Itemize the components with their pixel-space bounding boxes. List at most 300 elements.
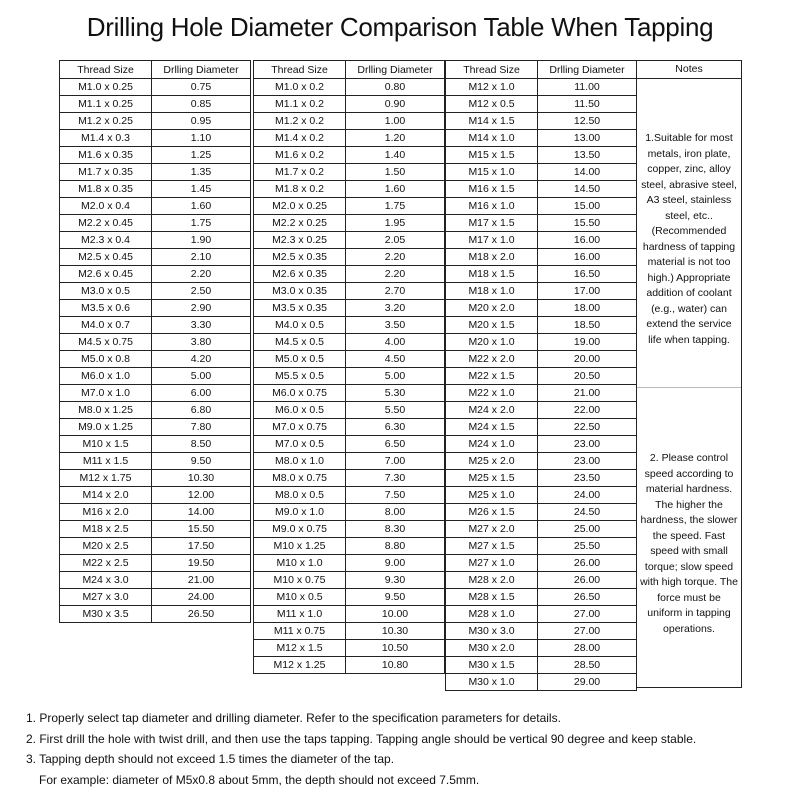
thread-size-cell: M16 x 1.5 (446, 181, 538, 198)
drill-diameter-cell: 26.00 (538, 555, 637, 572)
drill-diameter-cell: 8.80 (346, 538, 445, 555)
drill-diameter-cell: 1.75 (346, 198, 445, 215)
thread-size-cell: M14 x 1.0 (446, 130, 538, 147)
thread-size-cell: M8.0 x 1.0 (254, 453, 346, 470)
thread-size-cell: M20 x 2.0 (446, 300, 538, 317)
table-row (254, 249, 445, 266)
thread-size-cell: M10 x 1.25 (254, 538, 346, 555)
thread-size-cell: M15 x 1.0 (446, 164, 538, 181)
drill-diameter-cell: 2.05 (346, 232, 445, 249)
drill-diameter-cell: 3.30 (152, 317, 251, 334)
table-row (446, 96, 637, 113)
thread-size-cell: M2.0 x 0.4 (60, 198, 152, 215)
thread-size-cell: M20 x 1.5 (446, 317, 538, 334)
table-row (446, 555, 637, 572)
table-row (446, 623, 637, 640)
drill-diameter-cell: 8.00 (346, 504, 445, 521)
drill-diameter-cell: 3.50 (346, 317, 445, 334)
table-row (254, 402, 445, 419)
drill-diameter-cell: 7.00 (346, 453, 445, 470)
drill-diameter-cell: 5.00 (152, 368, 251, 385)
size-table-group-3 (445, 60, 637, 691)
table-row (254, 130, 445, 147)
table-row (446, 453, 637, 470)
table-row (446, 300, 637, 317)
thread-size-cell: M24 x 1.0 (446, 436, 538, 453)
instruction-2: 2. First drill the hole with twist drill, and then use the taps tapping. Tapping angle should be vertical 90 degree and keep stable. (26, 731, 697, 746)
drill-diameter-cell: 4.50 (346, 351, 445, 368)
notes-divider (637, 387, 741, 388)
table-row (254, 266, 445, 283)
table-row (60, 300, 251, 317)
drill-diameter-cell: 6.00 (152, 385, 251, 402)
thread-size-cell: M2.3 x 0.4 (60, 232, 152, 249)
thread-size-cell: M10 x 0.5 (254, 589, 346, 606)
drill-diameter-cell: 0.75 (152, 79, 251, 96)
thread-size-cell: M17 x 1.0 (446, 232, 538, 249)
table-row (446, 113, 637, 130)
drill-diameter-cell: 4.00 (346, 334, 445, 351)
drill-diameter-cell: 10.30 (346, 623, 445, 640)
drill-diameter-cell: 20.50 (538, 368, 637, 385)
thread-size-cell: M6.0 x 0.5 (254, 402, 346, 419)
drill-diameter-cell: 7.30 (346, 470, 445, 487)
drill-diameter-cell: 0.80 (346, 79, 445, 96)
table-row (254, 198, 445, 215)
thread-size-cell: M1.6 x 0.2 (254, 147, 346, 164)
drill-diameter-cell: 2.10 (152, 249, 251, 266)
table-row (446, 606, 637, 623)
drill-diameter-cell: 12.50 (538, 113, 637, 130)
table-row (254, 147, 445, 164)
thread-size-cell: M24 x 2.0 (446, 402, 538, 419)
table-row (446, 419, 637, 436)
table-row (446, 215, 637, 232)
drill-diameter-cell: 2.50 (152, 283, 251, 300)
thread-size-cell: M1.0 x 0.2 (254, 79, 346, 96)
drill-diameter-cell: 21.00 (538, 385, 637, 402)
thread-size-cell: M4.0 x 0.7 (60, 317, 152, 334)
drill-diameter-cell: 29.00 (538, 674, 637, 691)
drill-diameter-cell: 25.00 (538, 521, 637, 538)
drill-diameter-cell: 13.00 (538, 130, 637, 147)
thread-size-cell: M27 x 2.0 (446, 521, 538, 538)
notes-column (636, 60, 742, 688)
table-row (60, 589, 251, 606)
table-row (446, 130, 637, 147)
drill-diameter-cell: 15.50 (152, 521, 251, 538)
table-row (254, 164, 445, 181)
thread-size-cell: M25 x 1.0 (446, 487, 538, 504)
thread-size-cell: M6.0 x 1.0 (60, 368, 152, 385)
thread-size-cell: M30 x 1.0 (446, 674, 538, 691)
table-row (254, 215, 445, 232)
table-row (446, 181, 637, 198)
drill-diameter-cell: 15.00 (538, 198, 637, 215)
drill-diameter-cell: 1.35 (152, 164, 251, 181)
table-row (60, 521, 251, 538)
table-row (60, 266, 251, 283)
table-row (60, 436, 251, 453)
drill-diameter-cell: 19.50 (152, 555, 251, 572)
thread-size-cell: M25 x 2.0 (446, 453, 538, 470)
drill-diameter-cell: 28.50 (538, 657, 637, 674)
thread-size-cell: M16 x 2.0 (60, 504, 152, 521)
table-row (446, 266, 637, 283)
drill-diameter-cell: 8.30 (346, 521, 445, 538)
thread-size-cell: M1.4 x 0.2 (254, 130, 346, 147)
table-row (60, 555, 251, 572)
thread-size-cell: M14 x 1.5 (446, 113, 538, 130)
thread-size-cell: M3.0 x 0.5 (60, 283, 152, 300)
thread-size-cell: M3.5 x 0.35 (254, 300, 346, 317)
table-row (446, 657, 637, 674)
thread-size-cell: M4.5 x 0.75 (60, 334, 152, 351)
thread-size-cell: M11 x 0.75 (254, 623, 346, 640)
table-row (254, 623, 445, 640)
table-row (254, 606, 445, 623)
table-row (254, 538, 445, 555)
thread-size-cell: M1.7 x 0.2 (254, 164, 346, 181)
table-row (254, 453, 445, 470)
table-row (60, 606, 251, 623)
drill-diameter-cell: 27.00 (538, 623, 637, 640)
drill-diameter-cell: 16.00 (538, 249, 637, 266)
drill-diameter-cell: 26.50 (538, 589, 637, 606)
thread-size-cell: M7.0 x 1.0 (60, 385, 152, 402)
drill-diameter-cell: 13.50 (538, 147, 637, 164)
drill-diameter-cell: 7.80 (152, 419, 251, 436)
thread-size-cell: M12 x 1.75 (60, 470, 152, 487)
thread-size-cell: M10 x 1.0 (254, 555, 346, 572)
thread-size-header: Thread Size (254, 61, 346, 79)
table-row (446, 198, 637, 215)
table-row (254, 385, 445, 402)
table-row (60, 572, 251, 589)
thread-size-cell: M1.0 x 0.25 (60, 79, 152, 96)
thread-size-cell: M4.5 x 0.5 (254, 334, 346, 351)
table-row (60, 164, 251, 181)
table-row (60, 368, 251, 385)
thread-size-header: Thread Size (60, 61, 152, 79)
table-row (254, 232, 445, 249)
thread-size-cell: M5.0 x 0.8 (60, 351, 152, 368)
thread-size-cell: M8.0 x 1.25 (60, 402, 152, 419)
table-row (254, 487, 445, 504)
table-row (254, 419, 445, 436)
table-row (446, 674, 637, 691)
table-row (446, 283, 637, 300)
table-row (446, 470, 637, 487)
thread-size-cell: M28 x 1.0 (446, 606, 538, 623)
drill-diameter-cell: 14.00 (538, 164, 637, 181)
drilling-diameter-header: Drlling Diameter (346, 61, 445, 79)
table-row (60, 249, 251, 266)
thread-size-cell: M2.6 x 0.45 (60, 266, 152, 283)
table-row (446, 317, 637, 334)
drill-diameter-cell: 10.80 (346, 657, 445, 674)
thread-size-cell: M20 x 2.5 (60, 538, 152, 555)
thread-size-cell: M2.0 x 0.25 (254, 198, 346, 215)
thread-size-cell: M1.7 x 0.35 (60, 164, 152, 181)
drill-diameter-cell: 9.50 (152, 453, 251, 470)
thread-size-cell: M1.8 x 0.2 (254, 181, 346, 198)
drill-diameter-cell: 20.00 (538, 351, 637, 368)
size-table-group-1 (59, 60, 251, 623)
table-row (60, 385, 251, 402)
drill-diameter-cell: 3.80 (152, 334, 251, 351)
drill-diameter-cell: 23.50 (538, 470, 637, 487)
table-row (254, 181, 445, 198)
drill-diameter-cell: 14.50 (538, 181, 637, 198)
table-row (60, 453, 251, 470)
drill-diameter-cell: 24.00 (538, 487, 637, 504)
drill-diameter-cell: 26.50 (152, 606, 251, 623)
thread-size-cell: M22 x 2.0 (446, 351, 538, 368)
thread-size-cell: M2.5 x 0.45 (60, 249, 152, 266)
table-row (446, 538, 637, 555)
thread-size-cell: M22 x 1.0 (446, 385, 538, 402)
drill-diameter-cell: 9.00 (346, 555, 445, 572)
drill-diameter-cell: 5.00 (346, 368, 445, 385)
drill-diameter-cell: 1.75 (152, 215, 251, 232)
drill-diameter-cell: 9.30 (346, 572, 445, 589)
thread-size-cell: M26 x 1.5 (446, 504, 538, 521)
thread-size-cell: M2.5 x 0.35 (254, 249, 346, 266)
table-row (60, 487, 251, 504)
drill-diameter-cell: 2.20 (152, 266, 251, 283)
drill-diameter-cell: 2.20 (346, 249, 445, 266)
thread-size-header: Thread Size (446, 61, 538, 79)
drill-diameter-cell: 1.90 (152, 232, 251, 249)
drill-diameter-cell: 1.10 (152, 130, 251, 147)
thread-size-cell: M3.0 x 0.35 (254, 283, 346, 300)
table-row (446, 368, 637, 385)
thread-size-cell: M7.0 x 0.5 (254, 436, 346, 453)
drill-diameter-cell: 21.00 (152, 572, 251, 589)
drill-diameter-cell: 2.90 (152, 300, 251, 317)
table-row (60, 130, 251, 147)
table-row (254, 351, 445, 368)
table-row (60, 470, 251, 487)
instructions (26, 708, 696, 790)
thread-size-cell: M1.6 x 0.35 (60, 147, 152, 164)
table-row (60, 181, 251, 198)
drill-diameter-cell: 1.25 (152, 147, 251, 164)
thread-size-cell: M5.5 x 0.5 (254, 368, 346, 385)
table-row (254, 504, 445, 521)
drill-diameter-cell: 5.30 (346, 385, 445, 402)
notes-header: Notes (637, 61, 741, 79)
table-row (254, 317, 445, 334)
drill-diameter-cell: 11.00 (538, 79, 637, 96)
table-row (446, 521, 637, 538)
thread-size-cell: M9.0 x 1.25 (60, 419, 152, 436)
thread-size-cell: M1.1 x 0.2 (254, 96, 346, 113)
table-row (60, 504, 251, 521)
drill-diameter-cell: 8.50 (152, 436, 251, 453)
table-row (60, 96, 251, 113)
drill-diameter-cell: 14.00 (152, 504, 251, 521)
thread-size-cell: M24 x 3.0 (60, 572, 152, 589)
drill-diameter-cell: 10.50 (346, 640, 445, 657)
thread-size-cell: M1.2 x 0.2 (254, 113, 346, 130)
drill-diameter-cell: 11.50 (538, 96, 637, 113)
thread-size-cell: M25 x 1.5 (446, 470, 538, 487)
size-table-group-2 (253, 60, 445, 674)
thread-size-cell: M10 x 1.5 (60, 436, 152, 453)
drill-diameter-cell: 28.00 (538, 640, 637, 657)
table-row (446, 487, 637, 504)
table-row (254, 521, 445, 538)
table-row (446, 640, 637, 657)
drill-diameter-cell: 18.50 (538, 317, 637, 334)
drilling-diameter-header: Drlling Diameter (152, 61, 251, 79)
table-row (446, 147, 637, 164)
thread-size-cell: M7.0 x 0.75 (254, 419, 346, 436)
thread-size-cell: M22 x 2.5 (60, 555, 152, 572)
drill-diameter-cell: 27.00 (538, 606, 637, 623)
drill-diameter-cell: 1.60 (346, 181, 445, 198)
table-row (60, 419, 251, 436)
thread-size-cell: M1.1 x 0.25 (60, 96, 152, 113)
table-row (254, 470, 445, 487)
drill-diameter-cell: 10.30 (152, 470, 251, 487)
drill-diameter-cell: 24.00 (152, 589, 251, 606)
table-row (254, 555, 445, 572)
thread-size-cell: M12 x 1.5 (254, 640, 346, 657)
thread-size-cell: M24 x 1.5 (446, 419, 538, 436)
thread-size-cell: M6.0 x 0.75 (254, 385, 346, 402)
drill-diameter-cell: 23.00 (538, 436, 637, 453)
table-row (254, 640, 445, 657)
table-row (446, 572, 637, 589)
thread-size-cell: M2.6 x 0.35 (254, 266, 346, 283)
drill-diameter-cell: 22.00 (538, 402, 637, 419)
drill-diameter-cell: 16.50 (538, 266, 637, 283)
instruction-example: For example: diameter of M5x0.8 about 5mm, the depth should not exceed 7.5mm. (39, 772, 480, 787)
thread-size-cell: M2.2 x 0.25 (254, 215, 346, 232)
thread-size-cell: M12 x 1.0 (446, 79, 538, 96)
thread-size-cell: M30 x 2.0 (446, 640, 538, 657)
table-row (254, 283, 445, 300)
thread-size-cell: M30 x 1.5 (446, 657, 538, 674)
drill-diameter-cell: 16.00 (538, 232, 637, 249)
thread-size-cell: M18 x 1.5 (446, 266, 538, 283)
table-row (254, 96, 445, 113)
drill-diameter-cell: 17.50 (152, 538, 251, 555)
thread-size-cell: M27 x 1.0 (446, 555, 538, 572)
thread-size-cell: M10 x 0.75 (254, 572, 346, 589)
thread-size-cell: M12 x 1.25 (254, 657, 346, 674)
thread-size-cell: M30 x 3.5 (60, 606, 152, 623)
table-row (446, 436, 637, 453)
table-row (60, 198, 251, 215)
page-title: Drilling Hole Diameter Comparison Table When Tapping (86, 12, 714, 42)
drill-diameter-cell: 0.90 (346, 96, 445, 113)
table-row (60, 283, 251, 300)
table-row (254, 436, 445, 453)
drill-diameter-cell: 1.45 (152, 181, 251, 198)
table-row (60, 215, 251, 232)
drill-diameter-cell: 18.00 (538, 300, 637, 317)
table-row (254, 572, 445, 589)
table-row (446, 164, 637, 181)
instruction-1: 1. Properly select tap diameter and drilling diameter. Refer to the specification parameters for details. (26, 711, 561, 725)
drill-diameter-cell: 26.00 (538, 572, 637, 589)
thread-size-cell: M27 x 3.0 (60, 589, 152, 606)
table-row (60, 334, 251, 351)
table-row (254, 334, 445, 351)
drilling-diameter-header: Drlling Diameter (538, 61, 637, 79)
thread-size-cell: M28 x 1.5 (446, 589, 538, 606)
drill-diameter-cell: 1.00 (346, 113, 445, 130)
drill-diameter-cell: 17.00 (538, 283, 637, 300)
instruction-3: 3. Tapping depth should not exceed 1.5 times the diameter of the tap. (26, 752, 395, 766)
thread-size-cell: M17 x 1.5 (446, 215, 538, 232)
thread-size-cell: M4.0 x 0.5 (254, 317, 346, 334)
thread-size-cell: M28 x 2.0 (446, 572, 538, 589)
thread-size-cell: M11 x 1.0 (254, 606, 346, 623)
table-row (254, 657, 445, 674)
thread-size-cell: M12 x 0.5 (446, 96, 538, 113)
drill-diameter-cell: 9.50 (346, 589, 445, 606)
drill-diameter-cell: 1.95 (346, 215, 445, 232)
drill-diameter-cell: 15.50 (538, 215, 637, 232)
table-row (60, 113, 251, 130)
drill-diameter-cell: 1.40 (346, 147, 445, 164)
drill-diameter-cell: 5.50 (346, 402, 445, 419)
thread-size-cell: M18 x 2.5 (60, 521, 152, 538)
thread-size-cell: M2.3 x 0.25 (254, 232, 346, 249)
thread-size-cell: M15 x 1.5 (446, 147, 538, 164)
drill-diameter-cell: 2.70 (346, 283, 445, 300)
table-row (254, 300, 445, 317)
thread-size-cell: M8.0 x 0.5 (254, 487, 346, 504)
drill-diameter-cell: 19.00 (538, 334, 637, 351)
thread-size-cell: M3.5 x 0.6 (60, 300, 152, 317)
drill-diameter-cell: 6.80 (152, 402, 251, 419)
thread-size-cell: M5.0 x 0.5 (254, 351, 346, 368)
drill-diameter-cell: 1.60 (152, 198, 251, 215)
thread-size-cell: M20 x 1.0 (446, 334, 538, 351)
thread-size-cell: M8.0 x 0.75 (254, 470, 346, 487)
drill-diameter-cell: 0.85 (152, 96, 251, 113)
table-row (254, 589, 445, 606)
table-row (60, 79, 251, 96)
table-row (60, 351, 251, 368)
table-row (446, 385, 637, 402)
thread-size-cell: M9.0 x 0.75 (254, 521, 346, 538)
table-row (254, 113, 445, 130)
thread-size-cell: M16 x 1.0 (446, 198, 538, 215)
table-row (446, 351, 637, 368)
table-row (60, 402, 251, 419)
table-row (446, 402, 637, 419)
thread-size-cell: M18 x 2.0 (446, 249, 538, 266)
thread-size-cell: M1.4 x 0.3 (60, 130, 152, 147)
table-row (446, 504, 637, 521)
thread-size-cell: M14 x 2.0 (60, 487, 152, 504)
thread-size-cell: M11 x 1.5 (60, 453, 152, 470)
drill-diameter-cell: 24.50 (538, 504, 637, 521)
drill-diameter-cell: 7.50 (346, 487, 445, 504)
thread-size-cell: M1.8 x 0.35 (60, 181, 152, 198)
table-row (254, 79, 445, 96)
thread-size-cell: M18 x 1.0 (446, 283, 538, 300)
table-row (60, 317, 251, 334)
note-speed: 2. Please control speed according to material hardness. The higher the hardness, the slower the speed. Fast speed with small torque; slow speed with high torque. The force must be uniform in tapping operations. (640, 452, 738, 635)
